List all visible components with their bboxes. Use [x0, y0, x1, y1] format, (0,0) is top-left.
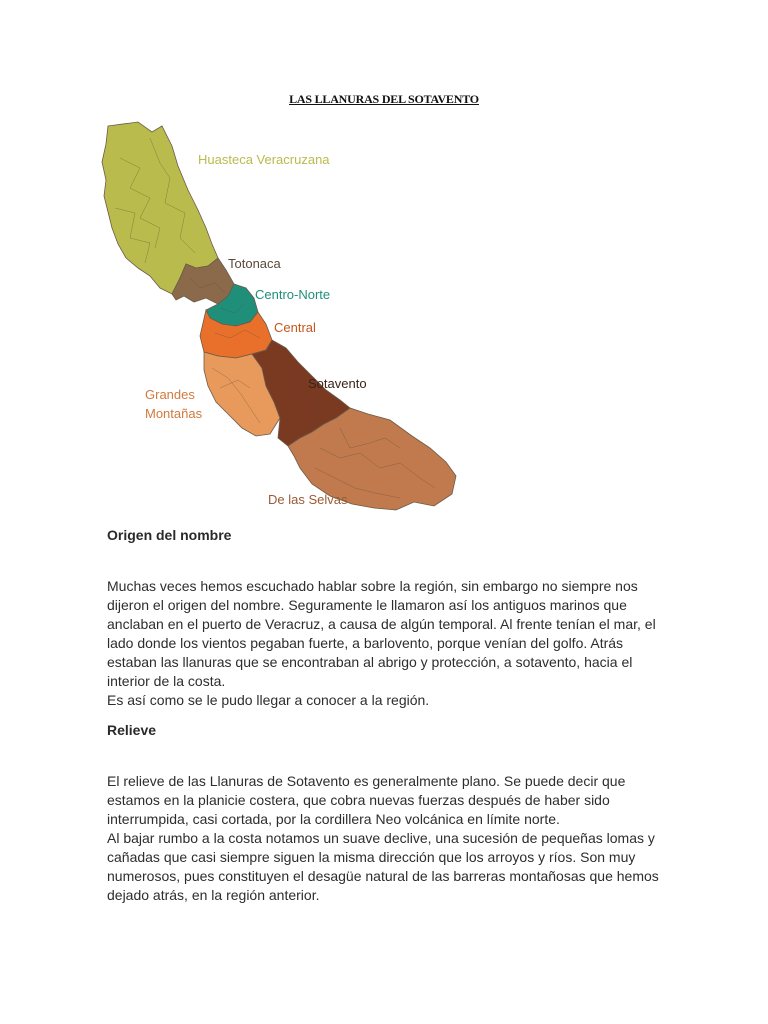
paragraph-origen-text: Muchas veces hemos escuchado hablar sobre la región, sin embargo no siempre nos dijeron el origen del nombre. Seguramente le llamaron así los antiguos marinos que anclaban en el puerto de Veracruz, a causa de algún temporal. Al frente tenían el mar, el lado donde los vientos pegaban fuerte, a barlovento, porque venían del golfo. Atrás estaban las llanuras que se encontraban al abrigo y protección, a sotavento, hacia el interior de la costa.: [107, 578, 656, 689]
paragraph-relieve-text-2: Al bajar rumbo a la costa notamos un suave declive, una sucesión de pequeñas lomas y cañadas que casi siempre siguen la misma dirección que los arroyos y ríos. Son muy numerosos, pues constituyen el desagüe natural de las barreras montañosas que hemos dejado atrás, en la región anterior.: [107, 830, 659, 903]
heading-relieve: Relieve: [107, 722, 157, 738]
label-sotavento: Sotavento: [308, 376, 367, 391]
paragraph-origen-text-2: Es así como se le pudo llegar a conocer a la región.: [107, 692, 430, 708]
label-totonaca: Totonaca: [228, 256, 281, 271]
label-montanas: Montañas: [145, 406, 203, 421]
label-huasteca: Huasteca Veracruzana: [198, 152, 330, 167]
label-central: Central: [274, 320, 316, 335]
veracruz-regions-map: [100, 118, 480, 518]
label-centro-norte: Centro-Norte: [255, 287, 331, 302]
heading-origen: Origen del nombre: [107, 527, 232, 543]
paragraph-origen: [107, 577, 667, 710]
paragraph-relieve: [107, 772, 667, 905]
paragraph-relieve-text: El relieve de las Llanuras de Sotavento es generalmente plano. Se puede decir que estamos en la planicie costera, que cobra nuevas fuerzas después de haber sido interrumpida, casi cortada, por la cordillera Neo volcánica en límite norte.: [107, 773, 626, 827]
label-grandes: Grandes: [145, 387, 195, 402]
page-title: LAS LLANURAS DEL SOTAVENTO: [289, 92, 479, 106]
label-selvas: De las Selvas: [268, 492, 348, 507]
